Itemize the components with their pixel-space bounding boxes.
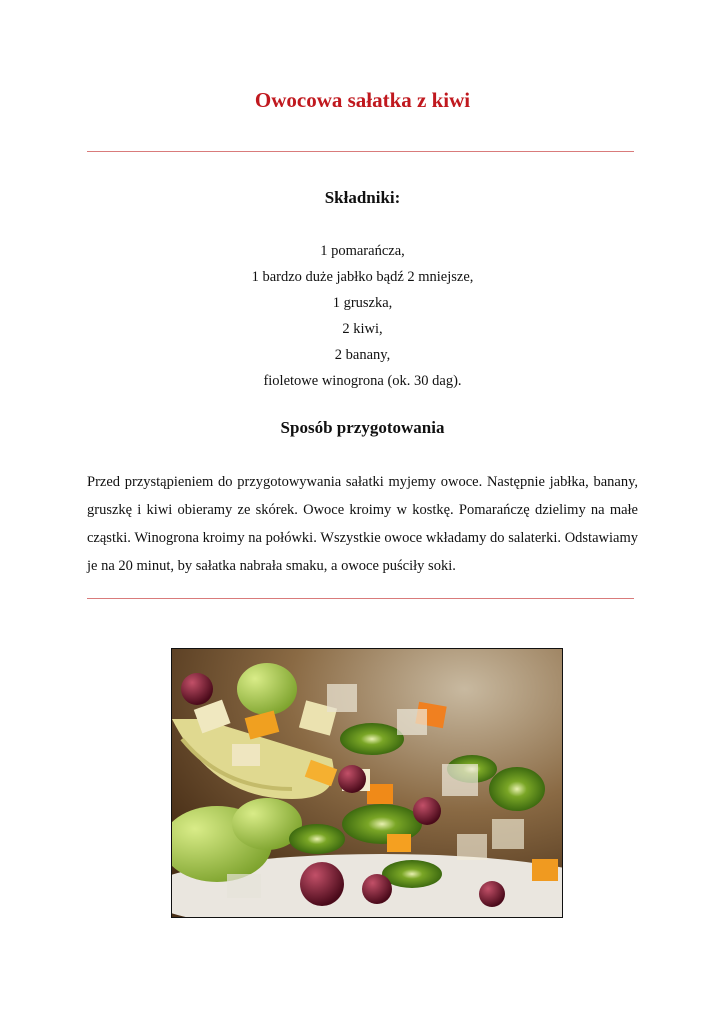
divider-bottom	[87, 598, 634, 599]
fruit-salad-photo	[171, 648, 563, 918]
ingredients-list	[0, 238, 725, 394]
ingredient-item: fioletowe winogrona (ok. 30 dag).	[263, 373, 462, 389]
method-heading: Sposób przygotowania	[280, 418, 445, 437]
fruit-salad-illustration	[172, 649, 562, 917]
divider-top	[87, 151, 634, 152]
ingredient-item: 1 bardzo duże jabłko bądź 2 mniejsze,	[251, 269, 474, 285]
ingredient-item: 1 pomarańcza,	[320, 243, 405, 259]
ingredients-heading: Składniki:	[324, 188, 401, 207]
recipe-title: Owocowa sałatka z kiwi	[254, 88, 471, 112]
ingredient-item: 2 banany,	[334, 347, 391, 363]
ingredient-item: 1 gruszka,	[332, 295, 393, 311]
method-paragraph: Przed przystąpieniem do przygotowywania sałatki myjemy owoce. Następnie jabłka, banany, gruszkę i kiwi obieramy ze skórek. Owoce kroimy w kostkę. Pomarańczę dzielimy na małe cząstki. Winogrona kroimy na połówki. Wszystkie owoce wkładamy do salaterki. Odstawiamy je na 20 minut, by sałatka nabrała smaku, a owoce puściły soki.	[87, 474, 638, 574]
ingredient-item: 2 kiwi,	[342, 321, 383, 337]
